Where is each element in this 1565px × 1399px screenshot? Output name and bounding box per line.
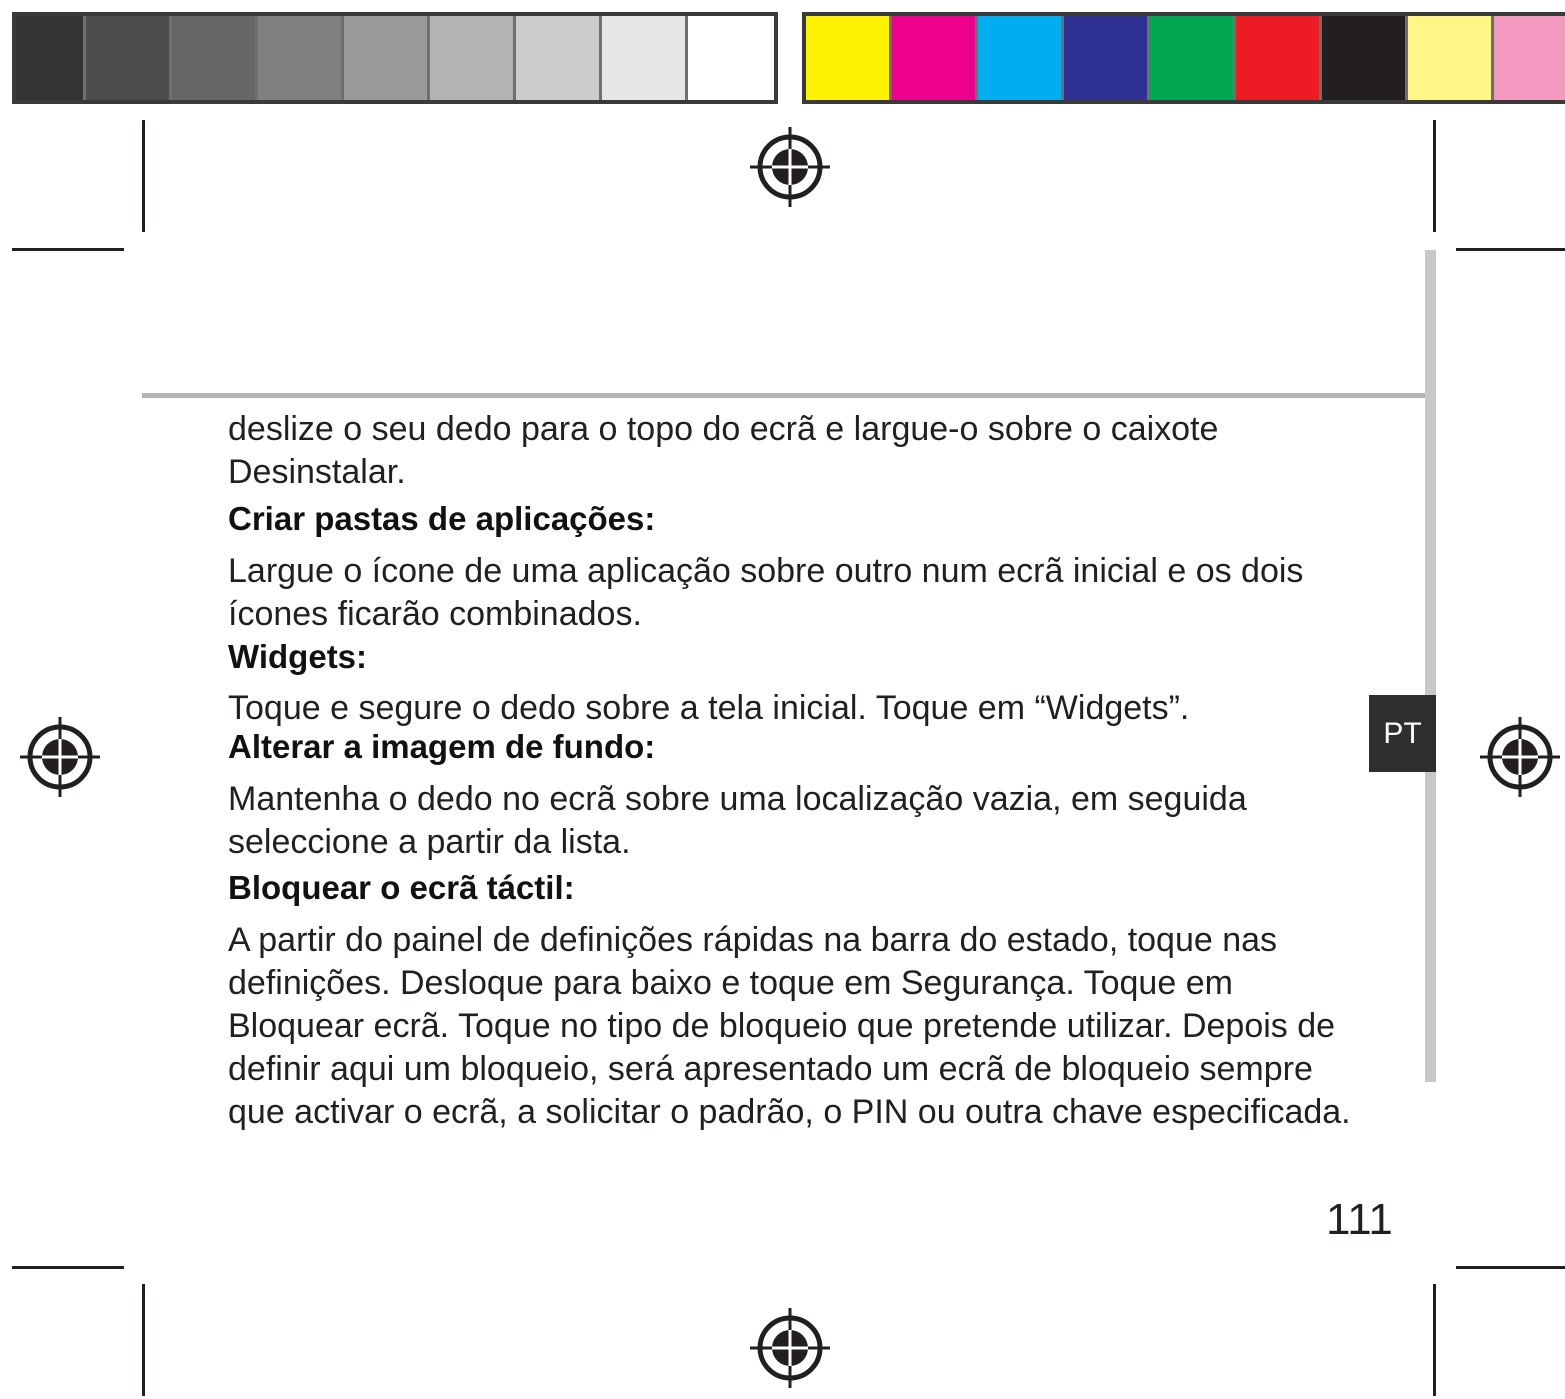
color-swatch <box>1322 16 1408 100</box>
gray-swatch <box>688 16 774 100</box>
process-color-bar <box>802 12 1565 104</box>
heading-lock-screen: Bloquear o ecrã táctil: <box>228 869 575 906</box>
registration-mark-icon <box>750 1308 830 1388</box>
heading-wallpaper: Alterar a imagem de fundo: <box>228 728 656 765</box>
top-rule-divider <box>142 393 1428 398</box>
crop-mark <box>1433 120 1436 232</box>
crop-mark <box>1456 1266 1565 1269</box>
paragraph-widgets: Toque e segure o dedo sobre a tela inicial. Toque em “Widgets”. <box>228 689 1190 727</box>
color-swatch <box>806 16 892 100</box>
color-swatch <box>1150 16 1236 100</box>
crop-mark <box>1433 1284 1436 1396</box>
page-content <box>228 408 1408 1134</box>
color-swatch <box>1494 16 1565 100</box>
color-swatch <box>1064 16 1150 100</box>
crop-mark <box>142 120 145 232</box>
gray-swatch <box>602 16 688 100</box>
crop-mark <box>12 1266 124 1269</box>
color-swatch <box>978 16 1064 100</box>
page-number: 111 <box>1326 1195 1393 1244</box>
grayscale-color-bar <box>12 12 778 104</box>
crop-mark <box>1456 248 1565 251</box>
paragraph-wallpaper: Mantenha o dedo no ecrã sobre uma localização vazia, em seguida seleccione a partir da lista. <box>228 780 1247 861</box>
intro-paragraph: deslize o seu dedo para o topo do ecrã e largue-o sobre o caixote Desinstalar. <box>228 410 1219 491</box>
gray-swatch <box>172 16 258 100</box>
crop-mark <box>142 1284 145 1396</box>
heading-widgets: Widgets: <box>228 638 368 675</box>
color-swatch <box>892 16 978 100</box>
paragraph-create-folders: Largue o ícone de uma aplicação sobre outro num ecrã inicial e os dois ícones ficarão combinados. <box>228 552 1304 633</box>
gray-swatch <box>516 16 602 100</box>
color-swatch <box>1408 16 1494 100</box>
color-swatch <box>1236 16 1322 100</box>
gray-swatch <box>430 16 516 100</box>
gray-swatch <box>258 16 344 100</box>
gray-swatch <box>344 16 430 100</box>
gray-swatch <box>16 16 86 100</box>
registration-mark-icon <box>20 717 100 797</box>
crop-mark <box>12 248 124 251</box>
gray-swatch <box>86 16 172 100</box>
registration-mark-icon <box>750 127 830 207</box>
side-rule-divider <box>1425 250 1436 1082</box>
language-tab-label: PT <box>1383 716 1422 750</box>
heading-create-folders: Criar pastas de aplicações: <box>228 500 656 537</box>
paragraph-lock-screen: A partir do painel de definições rápidas na barra do estado, toque nas definições. Desloque para baixo e toque em Segurança. Toque em Bloquear ecrã. Toque no tipo de bloqueio que pretende utilizar. Depois de definir aqui um bloqueio, será apresentado um ecrã de bloqueio sempre que activar o ecrã, a solicitar o padrão, o PIN ou outra chave especificada. <box>228 921 1351 1131</box>
registration-mark-icon <box>1480 717 1560 797</box>
